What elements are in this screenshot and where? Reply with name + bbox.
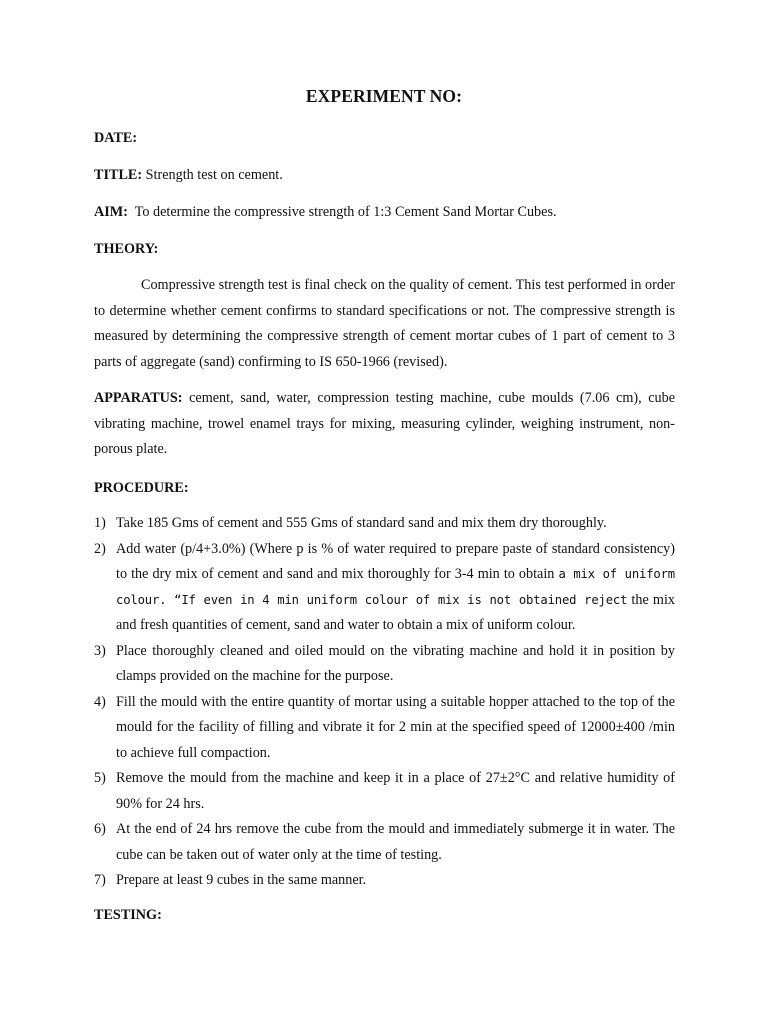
title-label: TITLE: bbox=[94, 167, 143, 183]
step-number: 5) bbox=[94, 770, 106, 786]
procedure-step bbox=[94, 511, 675, 537]
procedure-list bbox=[94, 511, 675, 894]
step-text-tail: the mix and fresh quantities of cement, sand and water to obtain a mix of uniform colour. bbox=[116, 591, 675, 633]
step-text: Add water (p/4+3.0%) (Where p is % of water required to prepare paste of standard consistency) to the dry mix of cement and sand and mix thoroughly for 3-4 min to obtain bbox=[116, 540, 675, 582]
step-number: 4) bbox=[94, 693, 106, 710]
step-text: Remove the mould from the machine and keep it in a place of 27±2°C and relative humidity of 90% for 24 hrs. bbox=[116, 770, 675, 812]
experiment-heading: EXPERIMENT NO: bbox=[305, 86, 463, 106]
procedure-step bbox=[94, 817, 675, 868]
aim-label: AIM: bbox=[94, 204, 128, 220]
procedure-step bbox=[94, 766, 675, 817]
title-text: Strength test on cement. bbox=[142, 167, 283, 183]
step-text: At the end of 24 hrs remove the cube from the mould and immediately submerge it in water. The cube can be taken out of water only at the time of testing. bbox=[116, 821, 675, 863]
apparatus-label: APPARATUS: bbox=[94, 390, 183, 406]
step-number: 1) bbox=[94, 515, 106, 531]
step-number: 7) bbox=[94, 872, 106, 888]
apparatus-text: cement, sand, water, compression testing machine, cube moulds (7.06 cm), cube vibrating machine, trowel enamel trays for mixing, measuring cylinder, weighing instrument, non- porous plate. bbox=[94, 390, 675, 457]
step-text: Place thoroughly cleaned and oiled mould on the vibrating machine and hold it in position by clamps provided on the machine for the purpose. bbox=[116, 642, 675, 684]
title-line bbox=[94, 167, 675, 184]
aim-line bbox=[94, 204, 675, 221]
step-text: Fill the mould with the entire quantity of mortar using a suitable hopper attached to the top of the mould for the facility of filling and vibrate it for 2 min at the specified speed of 12000±400 /min to achieve full compaction. bbox=[116, 693, 675, 761]
testing-label: TESTING: bbox=[94, 907, 162, 923]
theory-paragraph bbox=[94, 273, 675, 375]
step-number: 2) bbox=[94, 540, 106, 557]
step-number: 6) bbox=[94, 821, 106, 837]
date-label: DATE: bbox=[94, 130, 138, 146]
step-number: 3) bbox=[94, 642, 106, 659]
theory-text: Compressive strength test is final check on the quality of cement. This test performed in order to determine whether cement confirms to standard specifications or not. The compressive strength is measured by determining the compressive strength of cement mortar cubes of 1 part of cement to 3 parts of aggregate (sand) confirming to IS 650-1966 (revised). bbox=[94, 277, 675, 370]
step-text: Take 185 Gms of cement and 555 Gms of standard sand and mix them dry thoroughly. bbox=[116, 515, 607, 531]
procedure-step bbox=[94, 639, 675, 690]
procedure-label: PROCEDURE: bbox=[94, 480, 189, 496]
procedure-step bbox=[94, 690, 675, 767]
aim-text: To determine the compressive strength of 1:3 Cement Sand Mortar Cubes. bbox=[127, 204, 557, 220]
apparatus-paragraph bbox=[94, 386, 675, 463]
step-text-mono: a mix of uniform colour. “If even in 4 min uniform colour of mix is not obtained reject bbox=[116, 567, 675, 607]
procedure-step bbox=[94, 868, 675, 894]
theory-label: THEORY: bbox=[94, 241, 159, 257]
procedure-step bbox=[94, 537, 675, 639]
step-text: Prepare at least 9 cubes in the same manner. bbox=[116, 872, 367, 888]
